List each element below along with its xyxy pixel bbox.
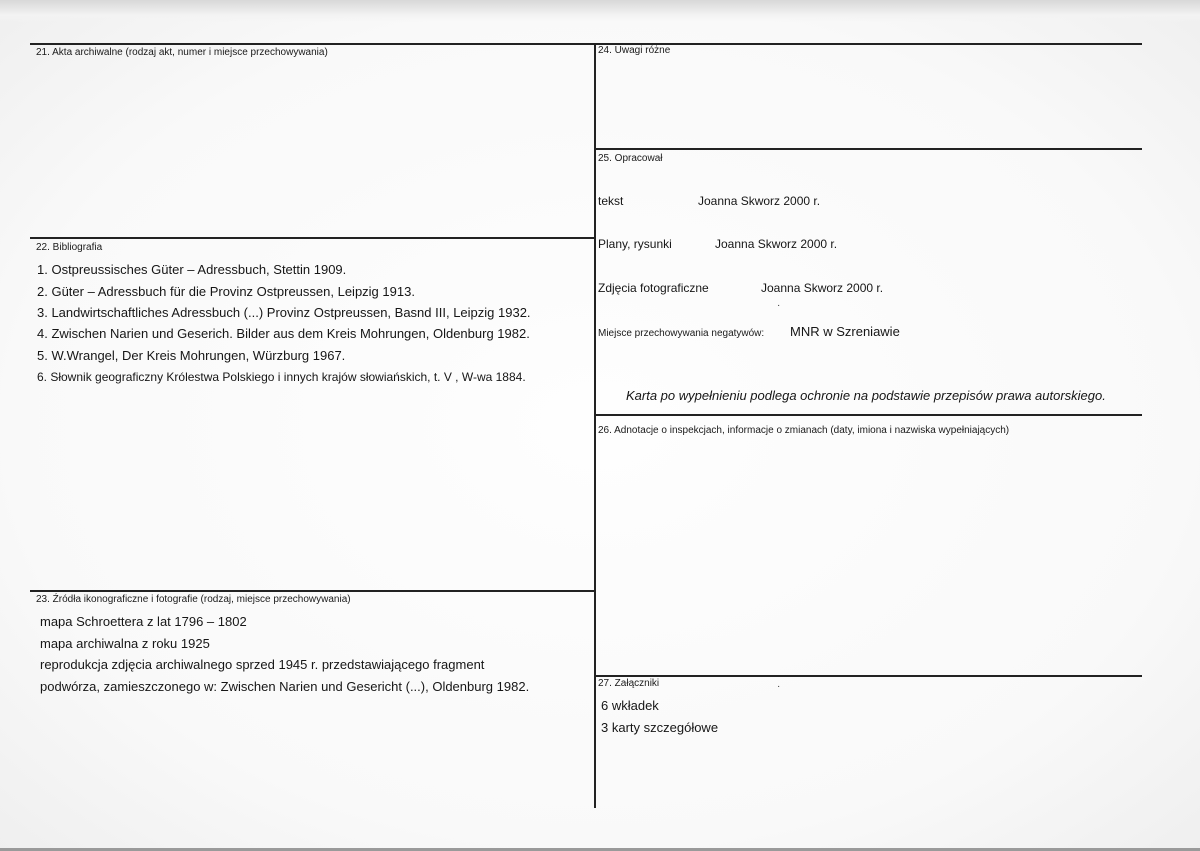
- divider-25-26: [594, 414, 1142, 416]
- section-27-label: 27. Załączniki: [598, 678, 660, 689]
- zdjecia-value: Joanna Skworz 2000 r.: [761, 281, 884, 295]
- zdjecia-key: Zdjęcia fotograficzne: [598, 281, 709, 295]
- miejsce-value: MNR w Szreniawie: [790, 324, 900, 339]
- copyright-note: Karta po wypełnieniu podlega ochronie na podstawie przepisów prawa autorskiego.: [626, 388, 1106, 403]
- section-26-label: 26. Adnotacje o inspekcjach, informacje o zmianach (daty, imiona i nazwiska wypełniających): [598, 425, 1010, 436]
- plany-value: Joanna Skworz 2000 r.: [715, 237, 838, 251]
- section-23-label: 23. Źródła ikonograficzne i fotografie (rodzaj, miejsce przechowywania): [36, 594, 351, 605]
- section-24-label: 24. Uwagi różne: [598, 45, 671, 56]
- divider-top: [30, 43, 1142, 45]
- bibliography-item: 1. Ostpreussisches Güter – Adressbuch, Stettin 1909.: [37, 262, 347, 277]
- stray-mark: ·: [777, 681, 781, 692]
- bibliography-item: 2. Güter – Adressbuch für die Provinz Ostpreussen, Leipzig 1913.: [37, 284, 415, 299]
- bibliography-item: 5. W.Wrangel, Der Kreis Mohrungen, Würzburg 1967.: [37, 348, 346, 363]
- bibliography-item: 6. Słownik geograficzny Królestwa Polskiego i innych krajów słowiańskich, t. V , W-wa 1884.: [37, 370, 526, 384]
- divider-24-25: [594, 148, 1142, 150]
- iconographic-source-line: reprodukcja zdjęcia archiwalnego sprzed 1945 r. przedstawiającego fragment: [40, 657, 485, 672]
- divider-26-27: [594, 675, 1142, 677]
- attachment-line: 6 wkładek: [601, 698, 659, 713]
- section-22-label: 22. Bibliografia: [36, 242, 103, 253]
- scan-top-edge: [0, 0, 1200, 22]
- section-25-label: 25. Opracował: [598, 153, 663, 164]
- bibliography-item: 4. Zwischen Narien und Geserich. Bilder aus dem Kreis Mohrungen, Oldenburg 1982.: [37, 326, 530, 341]
- divider-21-22: [30, 237, 594, 239]
- divider-vertical: [594, 43, 596, 808]
- divider-22-23: [30, 590, 594, 592]
- section-21-label: 21. Akta archiwalne (rodzaj akt, numer i miejsce przechowywania): [36, 47, 328, 58]
- iconographic-source-line: mapa Schroettera z lat 1796 – 1802: [40, 614, 247, 629]
- iconographic-source-line: mapa archiwalna z roku 1925: [40, 636, 210, 651]
- attachment-line: 3 karty szczegółowe: [601, 720, 719, 735]
- stray-mark: ·: [777, 300, 781, 311]
- plany-key: Plany, rysunki: [598, 237, 672, 251]
- miejsce-key: Miejsce przechowywania negatywów:: [598, 328, 765, 339]
- iconographic-source-line: podwórza, zamieszczonego w: Zwischen Narien und Gesericht (...), Oldenburg 1982.: [40, 679, 530, 694]
- tekst-value: Joanna Skworz 2000 r.: [698, 194, 821, 208]
- bibliography-item: 3. Landwirtschaftliches Adressbuch (...) Provinz Ostpreussen, Basnd III, Leipzig 1932.: [37, 305, 531, 320]
- tekst-key: tekst: [598, 194, 624, 208]
